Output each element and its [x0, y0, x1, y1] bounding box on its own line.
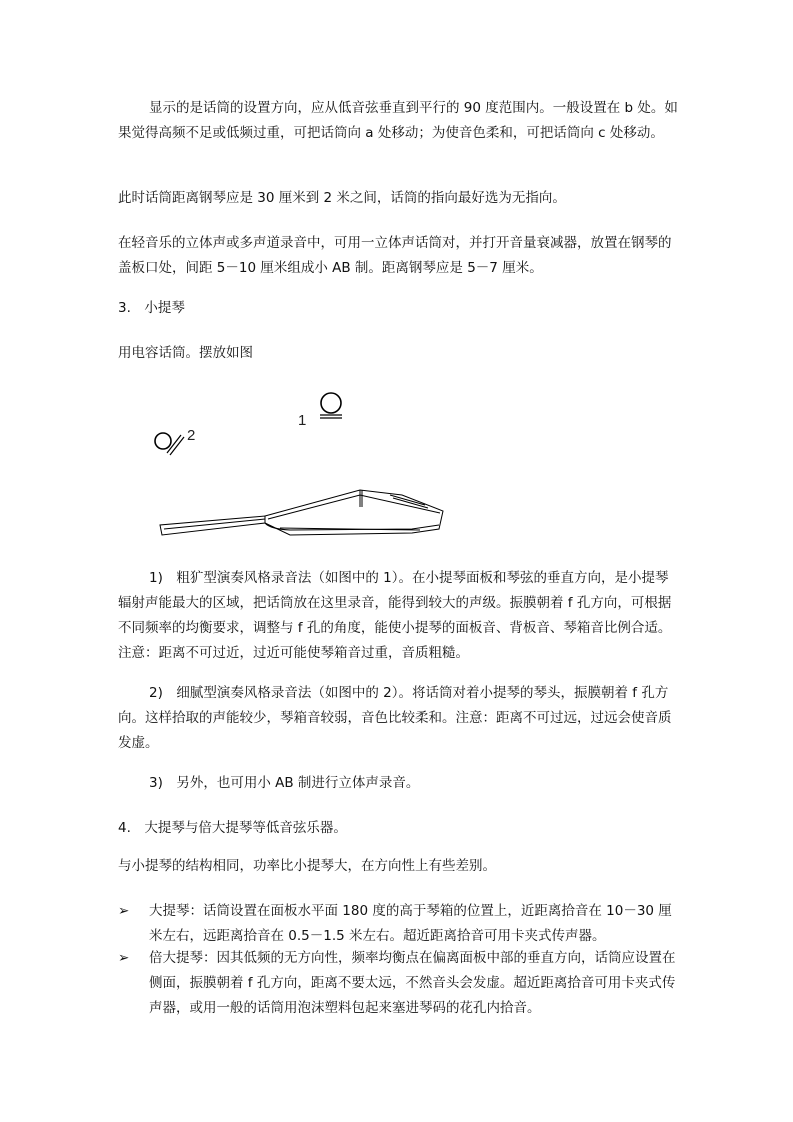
microphone-2-icon — [155, 433, 184, 455]
figure-label-2: 2 — [187, 427, 196, 444]
paragraph-condenser-mic: 用电容话筒。摆放如图 — [118, 345, 253, 361]
bullet-arrow-icon: ➢ — [118, 903, 130, 919]
list-item — [118, 899, 678, 949]
section-heading-cello: 4. 大提琴与倍大提琴等低音弦乐器。 — [118, 820, 347, 836]
paragraph-mic-distance: 此时话筒距离钢琴应是 30 厘米到 2 米之间，话筒的指向最好选为无指向。 — [118, 190, 566, 206]
list-item — [118, 946, 678, 1021]
violin-side-view — [160, 490, 443, 535]
paragraph-rough-style: 1) 粗犷型演奏风格录音法（如图中的 1）。在小提琴面板和琴弦的垂直方向，是小提琴辐射声能最大的区域，把话筒放在这里录音，能得到较大的声级。振膜朝着 f 孔方向，可根据不同频率的均衡要求，调整与 f 孔的角度，能使小提琴的面板音、背板音、琴箱音比例合适。注意：距离不可过近，过近可能使琴箱音过重，音质粗糙。 — [118, 570, 672, 661]
paragraph-ab-stereo: 3) 另外，也可用小 AB 制进行立体声录音。 — [149, 775, 420, 791]
paragraph-stereo-recording: 在轻音乐的立体声或多声道录音中，可用一立体声话筒对，并打开音量衰减器，放置在钢琴的盖板口处，间距 5－10 厘米组成小 AB 制。距离钢琴应是 5－7 厘米。 — [118, 235, 672, 276]
section-heading-violin: 3. 小提琴 — [118, 300, 185, 316]
microphone-1-icon — [320, 393, 342, 418]
paragraph-mic-direction: 显示的是话筒的设置方向，应从低音弦垂直到平行的 90 度范围内。一般设置在 b 处。如果觉得高频不足或低频过重，可把话筒向 a 处移动；为使音色柔和，可把话筒向 c 处移动。 — [118, 100, 678, 141]
paragraph-delicate-style: 2) 细腻型演奏风格录音法（如图中的 2）。将话筒对着小提琴的琴头，振膜朝着 f 孔方向。这样拾取的声能较少，琴箱音较弱，音色比较柔和。注意：距离不可过远，过远会使音质发虚。 — [118, 685, 672, 751]
list-item-text: 倍大提琴：因其低频的无方向性，频率均衡点在偏离面板中部的垂直方向，话筒应设置在侧面，振膜朝着 f 孔方向，距离不要太远，不然音头会发虚。超近距离拾音可用卡夹式传声器，或用一般的话筒用泡沫塑料包起来塞进琴码的花孔内拾音。 — [149, 950, 676, 1016]
figure-label-1: 1 — [298, 412, 307, 429]
paragraph-cello-structure: 与小提琴的结构相同，功率比小提琴大，在方向性上有些差别。 — [118, 858, 496, 874]
bullet-arrow-icon: ➢ — [118, 950, 130, 966]
list-item-text: 大提琴：话筒设置在面板水平面 180 度的高于琴箱的位置上，近距离拾音在 10－30 厘米左右，远距离拾音在 0.5－1.5 米左右。超近距离拾音可用卡夹式传声器。 — [149, 903, 672, 944]
violin-mic-diagram — [150, 383, 450, 543]
